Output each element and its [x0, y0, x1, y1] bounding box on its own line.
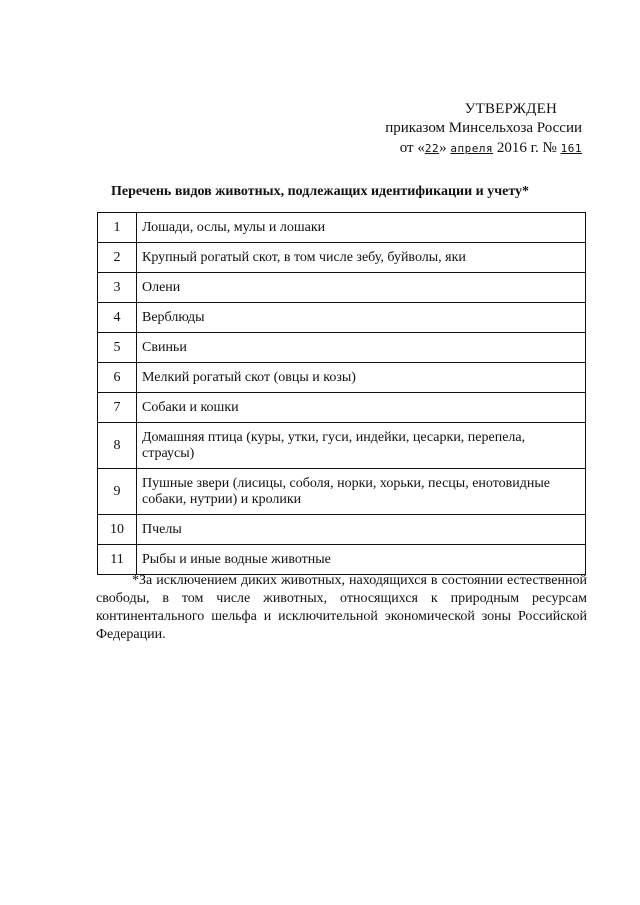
- approval-block: [322, 100, 582, 158]
- row-text: Крупный рогатый скот, в том числе зебу, буйволы, яки: [137, 243, 586, 273]
- table-row: [98, 423, 586, 469]
- table-row: [98, 545, 586, 575]
- row-text: Пчелы: [137, 515, 586, 545]
- approval-ministry: приказом Минсельхоза России: [385, 120, 582, 136]
- table-row: [98, 515, 586, 545]
- table-row: [98, 273, 586, 303]
- table-row: [98, 303, 586, 333]
- row-text: Мелкий рогатый скот (овцы и козы): [137, 363, 586, 393]
- approval-month: апреля: [450, 142, 494, 155]
- row-number: 7: [98, 393, 137, 423]
- row-number: 6: [98, 363, 137, 393]
- row-number: 5: [98, 333, 137, 363]
- row-number: 4: [98, 303, 137, 333]
- row-number: 11: [98, 545, 137, 575]
- table-row: [98, 363, 586, 393]
- row-number: 10: [98, 515, 137, 545]
- row-text: Домашняя птица (куры, утки, гуси, индейки, цесарки, перепела, страусы): [137, 423, 586, 469]
- approval-number: 161: [560, 142, 582, 155]
- table-row: [98, 333, 586, 363]
- row-text: Олени: [137, 273, 586, 303]
- date-day-suffix: »: [439, 140, 447, 156]
- date-prefix: от «: [399, 140, 425, 156]
- animal-list-table: [97, 212, 586, 575]
- row-number: 8: [98, 423, 137, 469]
- approval-day: 22: [424, 142, 440, 155]
- document-title: Перечень видов животных, подлежащих идентификации и учету*: [110, 184, 530, 199]
- table-row: [98, 243, 586, 273]
- row-text: Рыбы и иные водные животные: [137, 545, 586, 575]
- row-text: Пушные звери (лисицы, соболя, норки, хорьки, песцы, енотовидные собаки, нутрии) и кролики: [137, 469, 586, 515]
- row-text: Верблюды: [137, 303, 586, 333]
- row-number: 3: [98, 273, 137, 303]
- table-row: [98, 469, 586, 515]
- footnote: *За исключением диких животных, находящихся в состоянии естественной свободы, в том числе животных, относящихся к природным ресурсам континентального шельфа и исключительной экономической зоны Российской Федерации.: [96, 573, 587, 642]
- table-row: [98, 393, 586, 423]
- approval-date-line: [322, 139, 582, 158]
- approval-title: УТВЕРЖДЕН: [464, 101, 557, 117]
- row-text: Свиньи: [137, 333, 586, 363]
- row-text: Собаки и кошки: [137, 393, 586, 423]
- row-number: 1: [98, 213, 137, 243]
- table-row: [98, 213, 586, 243]
- row-text: Лошади, ослы, мулы и лошаки: [137, 213, 586, 243]
- approval-year: 2016 г. №: [496, 140, 557, 156]
- row-number: 9: [98, 469, 137, 515]
- row-number: 2: [98, 243, 137, 273]
